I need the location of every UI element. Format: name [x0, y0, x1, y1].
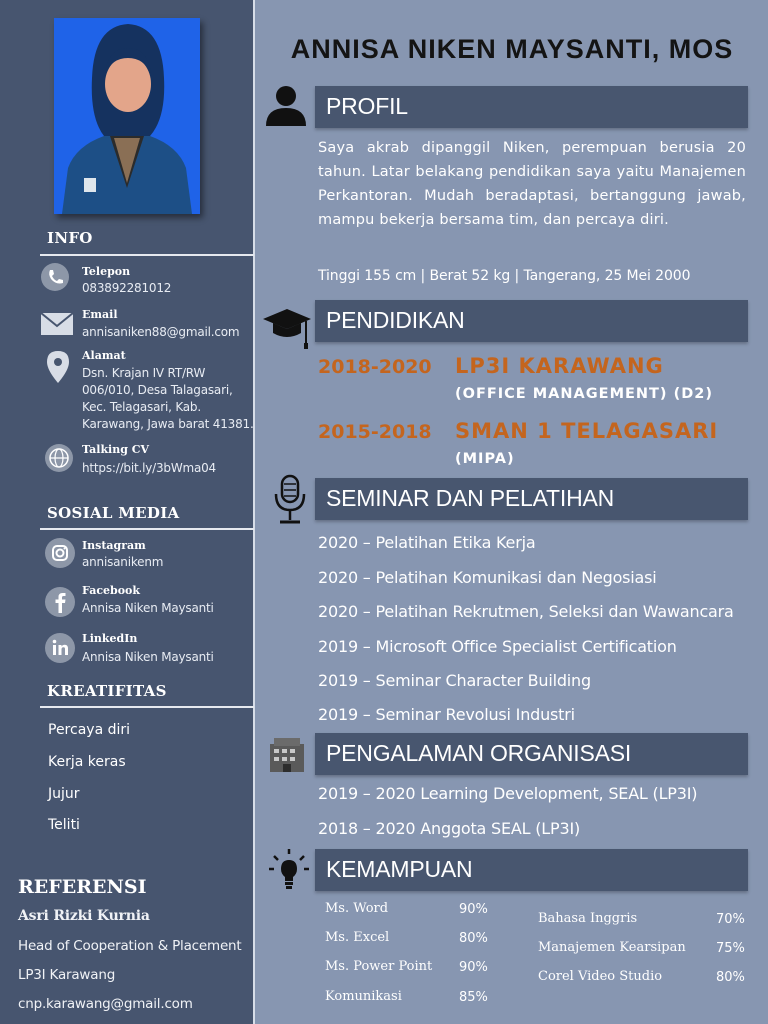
instagram-value[interactable]: annisanikenm [82, 555, 164, 569]
globe-icon [44, 443, 78, 477]
instagram-label: Instagram [82, 539, 146, 552]
organization-item: 2019 – 2020 Learning Development, SEAL (LP3I) [318, 784, 698, 803]
section-header-organization [315, 733, 748, 775]
skill-percent: 90% [459, 902, 488, 917]
edu-years: 2015-2018 [318, 421, 432, 443]
instagram-icon [44, 537, 78, 571]
divider [253, 0, 255, 1024]
creativity-heading: KREATIFITAS [47, 682, 167, 700]
talking-cv-link[interactable]: https://bit.ly/3bWma04 [82, 461, 216, 475]
skills-title: KEMAMPUAN [326, 856, 473, 882]
location-pin-icon [46, 350, 80, 384]
skill-percent: 70% [716, 912, 745, 927]
person-icon [264, 84, 308, 128]
info-heading: INFO [47, 229, 93, 247]
phone-label: Telepon [82, 265, 131, 278]
linkedin-label: LinkedIn [82, 632, 138, 645]
reference-position: Head of Cooperation & Placement [18, 938, 242, 954]
creativity-rule [40, 706, 254, 708]
email-label: Email [82, 308, 118, 321]
social-rule [40, 528, 254, 530]
address-line-2: 006/010, Desa Talagasari, [82, 383, 233, 397]
envelope-icon [40, 312, 74, 346]
profile-text: Saya akrab dipanggil Niken, perempuan berusia 20 tahun. Latar belakang pendidikan saya yaitu Manajemen Perkantoran. Mudah beradaptasi, bertanggung jawab, mampu bekerja bersama tim, dan percaya diri. [318, 140, 746, 228]
graduation-cap-icon [262, 305, 312, 349]
section-header-seminars [315, 478, 748, 520]
address-line-4: Karawang, Jawa barat 41381. [82, 417, 254, 431]
profile-stats: Tinggi 155 cm | Berat 52 kg | Tangerang, 25 Mei 2000 [318, 268, 691, 284]
facebook-label: Facebook [82, 584, 141, 597]
skill-name: Manajemen Kearsipan [538, 940, 686, 955]
reference-email[interactable]: cnp.karawang@gmail.com [18, 996, 193, 1012]
skill-percent: 85% [459, 990, 488, 1005]
section-header-profile [315, 86, 748, 128]
seminar-item: 2019 – Microsoft Office Specialist Certification [318, 637, 677, 656]
phone-icon [40, 262, 74, 296]
reference-org: LP3I Karawang [18, 967, 116, 983]
seminar-item: 2020 – Pelatihan Rekrutmen, Seleksi dan Wawancara [318, 602, 734, 621]
info-rule [40, 254, 254, 256]
trait-item: Percaya diri [48, 722, 131, 738]
organization-item: 2018 – 2020 Anggota SEAL (LP3I) [318, 819, 581, 838]
page-title: ANNISA NIKEN MAYSANTI, MOS [290, 34, 734, 64]
reference-heading: REFERENSI [18, 876, 147, 898]
microphone-icon [270, 474, 310, 526]
skill-percent: 90% [459, 960, 488, 975]
skill-name: Ms. Excel [325, 930, 390, 945]
seminar-item: 2020 – Pelatihan Etika Kerja [318, 533, 536, 552]
skill-name: Komunikasi [325, 989, 402, 1004]
building-icon [268, 736, 306, 776]
education-title: PENDIDIKAN [326, 307, 465, 333]
skill-name: Ms. Power Point [325, 959, 433, 974]
section-header-skills [315, 849, 748, 891]
social-heading: SOSIAL MEDIA [47, 504, 180, 522]
seminar-item: 2019 – Seminar Revolusi Industri [318, 705, 575, 724]
section-header-education [315, 300, 748, 342]
seminar-item: 2020 – Pelatihan Komunikasi dan Negosiasi [318, 568, 657, 587]
facebook-value[interactable]: Annisa Niken Maysanti [82, 601, 214, 615]
edu-years: 2018-2020 [318, 356, 432, 378]
organization-title: PENGALAMAN ORGANISASI [326, 740, 632, 766]
address-label: Alamat [82, 349, 126, 362]
talking-cv-label: Talking CV [82, 443, 150, 456]
address-line-1: Dsn. Krajan IV RT/RW [82, 366, 206, 380]
lightbulb-icon [268, 848, 310, 890]
trait-item: Teliti [48, 817, 80, 833]
trait-item: Kerja keras [48, 754, 126, 770]
reference-name: Asri Rizki Kurnia [18, 908, 150, 924]
linkedin-icon [44, 632, 78, 666]
skill-percent: 80% [716, 970, 745, 985]
seminars-title: SEMINAR DAN PELATIHAN [326, 485, 615, 511]
seminar-item: 2019 – Seminar Character Building [318, 671, 591, 690]
trait-item: Jujur [48, 786, 80, 802]
skill-name: Bahasa Inggris [538, 911, 638, 926]
profile-photo [54, 18, 200, 214]
skill-name: Corel Video Studio [538, 969, 663, 984]
facebook-icon [44, 586, 78, 620]
email-value: annisaniken88@gmail.com [82, 325, 240, 339]
skill-name: Ms. Word [325, 901, 389, 916]
profile-title: PROFIL [326, 93, 408, 119]
edu-detail: (MIPA) [455, 451, 515, 467]
phone-value: 083892281012 [82, 281, 172, 295]
skill-percent: 80% [459, 931, 488, 946]
linkedin-value[interactable]: Annisa Niken Maysanti [82, 650, 214, 664]
edu-school: SMAN 1 TELAGASARI [455, 419, 719, 443]
address-line-3: Kec. Telagasari, Kab. [82, 400, 201, 414]
skill-percent: 75% [716, 941, 745, 956]
edu-school: LP3I KARAWANG [455, 354, 664, 378]
edu-detail: (OFFICE MANAGEMENT) (D2) [455, 386, 713, 402]
